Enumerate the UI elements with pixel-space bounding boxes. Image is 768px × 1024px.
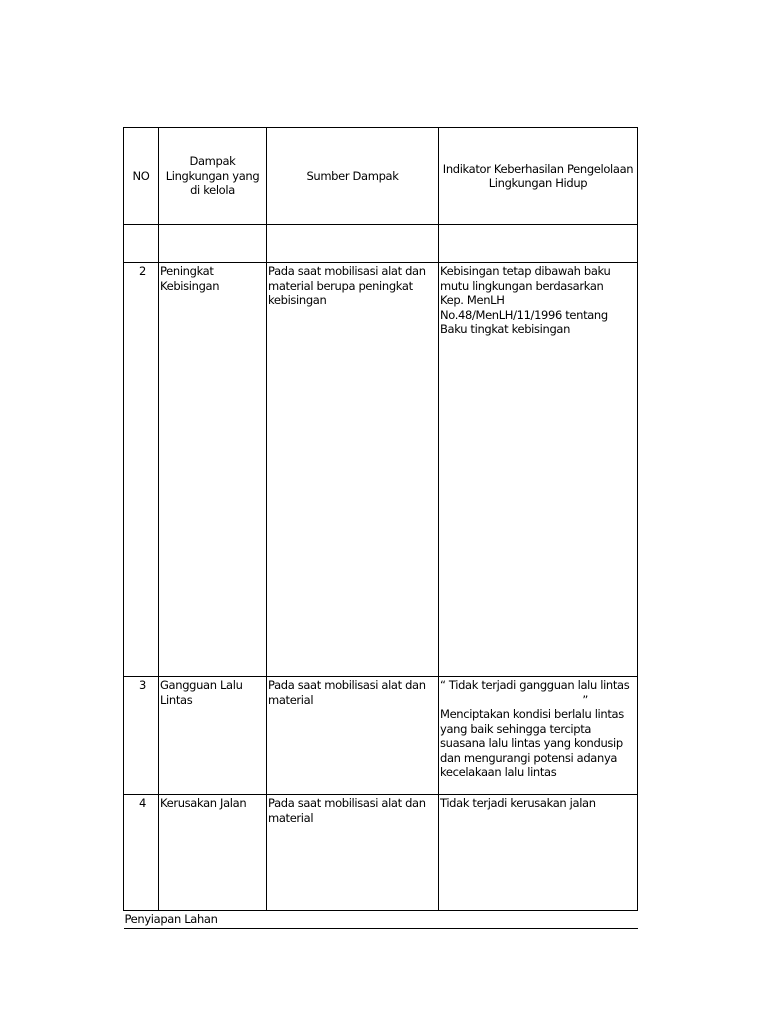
table-cell — [124, 225, 159, 263]
row-sumber: Pada saat mobilisasi alat dan material — [267, 795, 439, 911]
indikator-quote-line: “ Tidak terjadi gangguan lalu lintas — [440, 678, 630, 692]
section-label: Penyiapan Lahan — [124, 911, 638, 929]
table-row-empty — [124, 225, 638, 263]
row-number: 4 — [124, 795, 159, 911]
indikator-line: Baku tingkat kebisingan — [440, 322, 571, 336]
row-number: 2 — [124, 263, 159, 677]
indikator-line: kecelakaan lalu lintas — [440, 765, 557, 779]
closing-quote: ” — [582, 692, 588, 707]
indikator-line: yang baik sehingga tercipta — [440, 721, 592, 736]
header-no: NO — [124, 128, 159, 225]
row-dampak: Kerusakan Jalan — [159, 795, 267, 911]
indikator-line: Kep. MenLH — [440, 293, 505, 307]
row-sumber: Pada saat mobilisasi alat dan material — [267, 677, 439, 795]
table-row — [124, 677, 638, 795]
indikator-line: dan mengurangi potensi adanya — [440, 750, 618, 765]
table-cell — [439, 225, 638, 263]
table-row — [124, 263, 638, 677]
row-dampak: Peningkat Kebisingan — [159, 263, 267, 677]
header-sumber: Sumber Dampak — [267, 128, 439, 225]
row-indikator — [439, 677, 638, 795]
section-row — [124, 911, 638, 929]
header-indikator: Indikator Keberhasilan Pengelolaan Lingkungan Hidup — [439, 128, 638, 225]
row-dampak: Gangguan Lalu Lintas — [159, 677, 267, 795]
indikator-line: mutu lingkungan berdasarkan — [440, 278, 604, 293]
table-row — [124, 795, 638, 911]
table-header-row — [124, 128, 638, 225]
table-cell — [159, 225, 267, 263]
indikator-line: suasana lalu lintas yang kondusip — [440, 736, 623, 750]
row-indikator: Tidak terjadi kerusakan jalan — [439, 795, 638, 911]
table-cell — [267, 225, 439, 263]
indikator-line: Menciptakan kondisi berlalu lintas — [440, 707, 624, 721]
indikator-line: Kebisingan tetap dibawah baku — [440, 264, 611, 278]
indikator-line: No.48/MenLH/11/1996 tentang — [440, 307, 608, 322]
row-sumber: Pada saat mobilisasi alat dan material berupa peningkat kebisingan — [267, 263, 439, 677]
header-dampak: Dampak Lingkungan yang di kelola — [159, 128, 267, 225]
row-number: 3 — [124, 677, 159, 795]
row-indikator — [439, 263, 638, 677]
environmental-management-table — [123, 127, 638, 929]
